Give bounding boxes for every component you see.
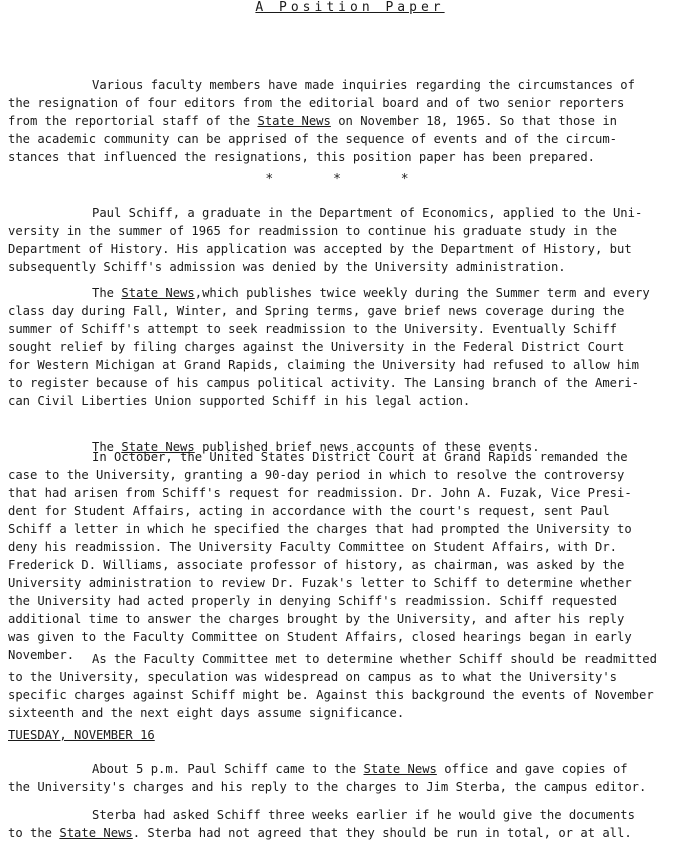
text-line bbox=[8, 806, 698, 824]
paragraph-schiff-application bbox=[8, 204, 698, 276]
line-text: was given to the Faculty Committee on Student Affairs, closed hearings began in early bbox=[8, 630, 632, 644]
text-line bbox=[8, 204, 698, 222]
text-line bbox=[8, 466, 698, 484]
underlined-title: State News bbox=[121, 440, 195, 454]
line-text: November. bbox=[8, 648, 75, 662]
text-line bbox=[8, 704, 698, 722]
line-text: specific charges against Schiff might be. Against this background the events of November bbox=[8, 688, 654, 702]
paragraph-faculty-committee bbox=[8, 650, 698, 722]
text-line bbox=[8, 130, 698, 148]
line-text: case to the University, granting a 90-day period in which to resolve the controversy bbox=[8, 468, 625, 482]
text-line bbox=[8, 356, 698, 374]
text-line bbox=[8, 824, 698, 842]
text-line bbox=[8, 240, 698, 258]
text-line bbox=[8, 484, 698, 502]
line-text: Department of History. His application was accepted by the Department of History, but bbox=[8, 242, 632, 256]
text-line bbox=[8, 556, 698, 574]
text-line bbox=[8, 760, 698, 778]
line-text: deny his readmission. The University Faculty Committee on Student Affairs, with Dr. bbox=[8, 540, 618, 554]
line-text: that had arisen from Schiff's request for readmission. Dr. John A. Fuzak, Vice Presi- bbox=[8, 486, 632, 500]
line-text: As the Faculty Committee met to determine whether Schiff should be readmitted bbox=[92, 652, 657, 666]
text-line bbox=[8, 610, 698, 628]
line-text: About 5 p.m. Paul Schiff came to the bbox=[92, 762, 364, 776]
line-text: can Civil Liberties Union supported Schiff in his legal action. bbox=[8, 394, 471, 408]
line-text: University administration to review Dr. Fuzak's letter to Schiff to determine whether bbox=[8, 576, 632, 590]
line-text: additional time to answer the charges brought by the University, and after his reply bbox=[8, 612, 625, 626]
section-divider-stars: * * * bbox=[265, 172, 435, 187]
text-line bbox=[8, 668, 698, 686]
text-line bbox=[8, 222, 698, 240]
line-text: to the University, speculation was widespread on campus as to what the University's bbox=[8, 670, 618, 684]
text-line bbox=[8, 338, 698, 356]
line-text: for Western Michigan at Grand Rapids, claiming the University had refused to allow him bbox=[8, 358, 640, 372]
text-line bbox=[8, 148, 698, 166]
line-text: the University's charges and his reply to the charges to Jim Sterba, the campus editor. bbox=[8, 780, 647, 794]
document-title: A Position Paper bbox=[255, 0, 445, 15]
underlined-title: State News bbox=[121, 286, 195, 300]
line-text: on November 18, 1965. So that those in bbox=[330, 114, 618, 128]
line-text: the University had acted properly in denying Schiff's readmission. Schiff requested bbox=[8, 594, 618, 608]
line-text: sought relief by filing charges against the University in the Federal District Court bbox=[8, 340, 625, 354]
text-line bbox=[8, 574, 698, 592]
line-text: . Sterba had not agreed that they should be run in total, or at all. bbox=[132, 826, 632, 840]
text-line bbox=[8, 374, 698, 392]
text-line bbox=[8, 502, 698, 520]
text-line bbox=[8, 320, 698, 338]
text-line bbox=[8, 520, 698, 538]
text-line bbox=[8, 448, 698, 466]
paragraph-intro bbox=[8, 76, 698, 166]
text-line bbox=[8, 302, 698, 320]
line-text: class day during Fall, Winter, and Spring terms, gave brief news coverage during the bbox=[8, 304, 625, 318]
underlined-title: State News bbox=[59, 826, 133, 840]
text-line bbox=[8, 258, 698, 276]
line-text: The bbox=[92, 440, 122, 454]
paragraph-schiff-visit bbox=[8, 760, 698, 796]
line-text: to the bbox=[8, 826, 60, 840]
text-line bbox=[8, 538, 698, 556]
line-text: to register because of his campus political activity. The Lansing branch of the Ameri- bbox=[8, 376, 640, 390]
text-line bbox=[8, 628, 698, 646]
text-line bbox=[8, 650, 698, 668]
text-line bbox=[8, 284, 698, 302]
line-text: office and gave copies of bbox=[436, 762, 628, 776]
line-text: The bbox=[92, 286, 122, 300]
line-text: from the reportorial staff of the bbox=[8, 114, 258, 128]
text-line bbox=[8, 592, 698, 610]
underlined-title: State News bbox=[363, 762, 437, 776]
line-text: stances that influenced the resignations, this position paper has been prepared. bbox=[8, 150, 595, 164]
paragraph-sterba-request bbox=[8, 806, 698, 842]
line-text: Paul Schiff, a graduate in the Department of Economics, applied to the Uni- bbox=[92, 206, 643, 220]
line-text: sixteenth and the next eight days assume significance. bbox=[8, 706, 405, 720]
text-line bbox=[8, 94, 698, 112]
text-line bbox=[8, 686, 698, 704]
line-text: In October, the United States District Court at Grand Rapids remanded the bbox=[92, 450, 628, 464]
line-text: subsequently Schiff's admission was denied by the University administration. bbox=[8, 260, 566, 274]
text-line bbox=[8, 392, 698, 410]
text-line bbox=[8, 112, 698, 130]
line-text: Sterba had asked Schiff three weeks earlier if he would give the documents bbox=[92, 808, 635, 822]
line-text: Various faculty members have made inquiries regarding the circumstances of bbox=[92, 78, 635, 92]
line-text: summer of Schiff's attempt to seek readmission to the University. Eventually Schiff bbox=[8, 322, 618, 336]
paragraph-court-remand bbox=[8, 448, 698, 664]
paragraph-state-news-coverage bbox=[8, 284, 698, 410]
underlined-title: State News bbox=[257, 114, 331, 128]
line-text: Schiff a letter in which he specified the charges that had prompted the University to bbox=[8, 522, 632, 536]
line-text: Frederick D. Williams, associate professor of history, as chairman, was asked by the bbox=[8, 558, 625, 572]
line-text: ,which publishes twice weekly during the Summer term and every bbox=[194, 286, 650, 300]
line-text: versity in the summer of 1965 for readmission to continue his graduate study in the bbox=[8, 224, 618, 238]
line-text: dent for Student Affairs, acting in accordance with the court's request, sent Paul bbox=[8, 504, 610, 518]
section-heading-tuesday: TUESDAY, NOVEMBER 16 bbox=[8, 728, 155, 742]
line-text: the resignation of four editors from the editorial board and of two senior reporters bbox=[8, 96, 625, 110]
text-line bbox=[8, 778, 698, 796]
line-text: the academic community can be apprised of the sequence of events and of the circum- bbox=[8, 132, 618, 146]
text-line bbox=[8, 76, 698, 94]
line-text: published brief news accounts of these events. bbox=[194, 440, 540, 454]
